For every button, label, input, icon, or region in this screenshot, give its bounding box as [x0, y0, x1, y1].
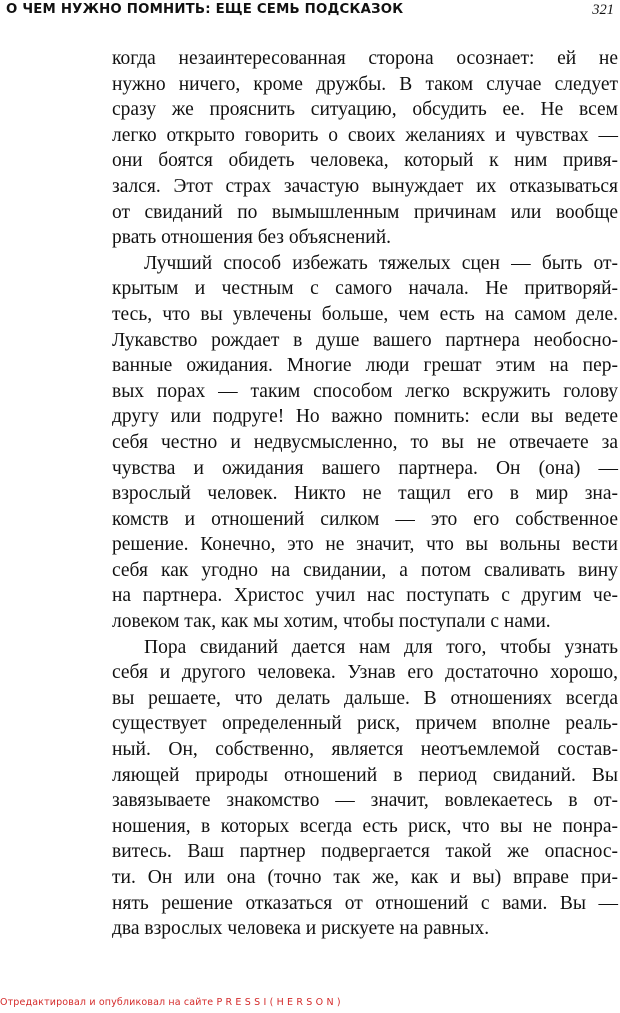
text-line: два взрослых человека и рискуете на равных.: [112, 918, 490, 940]
text-line: витесь. Ваш партнер подвергается такой же опаснос-: [112, 841, 618, 863]
paragraph: [112, 46, 618, 251]
text-line: комств и отношений силком — это его собственное: [112, 508, 618, 530]
text-line: другу или подруге! Но важно помнить: если вы ведете: [112, 406, 618, 428]
text-line: вых порах — таким способом легко вскружить голову: [112, 380, 618, 402]
text-line: решение. Конечно, это не значит, что вы вольны вести: [112, 534, 618, 556]
text-line: сразу же прояснить ситуацию, обсудить ее. Не всем: [112, 99, 618, 121]
text-line: ти. Он или она (точно так же, как и вы) вправе при-: [112, 867, 618, 888]
text-line: на партнера. Христос учил нас поступать с другим че-: [112, 585, 618, 607]
paragraph: [112, 635, 618, 942]
text-line: существует определенный риск, причем вполне реаль-: [112, 713, 618, 735]
text-line: чувства и ожидания вашего партнера. Он (она) —: [112, 457, 618, 479]
text-line: себя как угодно на свидании, а потом сваливать вину: [112, 559, 618, 581]
text-line: ванные ожидания. Многие люди грешат этим на пер-: [112, 355, 618, 377]
text-line: зался. Этот страх зачастую вынуждает их отказываться: [112, 175, 618, 197]
text-line: ношения, в которых всегда есть риск, что вы не понра-: [112, 815, 618, 837]
body-text: [112, 46, 618, 942]
text-line: нужно ничего, кроме дружбы. В таком случае следует: [112, 73, 618, 95]
text-line: ловеком так, как мы хотим, чтобы поступали с нами.: [112, 611, 551, 633]
text-line: завязываете знакомство — значит, вовлекаетесь в от-: [112, 790, 618, 812]
text-line: себя и другого человека. Узнав его достаточно хорошо,: [112, 662, 618, 684]
text-line: рвать отношения без объяснений.: [112, 227, 392, 249]
text-line: от свиданий по вымышленным причинам или вообще: [112, 201, 618, 223]
text-line: крытым и честным с самого начала. Не притворяй-: [112, 278, 618, 300]
text-line: Лучший способ избежать тяжелых сцен — быть от-: [144, 252, 618, 274]
text-line: вы решаете, что делать дальше. В отношениях всегда: [112, 687, 618, 709]
text-line: тесь, что вы увлечены больше, чем есть на самом деле.: [112, 303, 618, 325]
paragraph: [112, 251, 618, 635]
text-line: когда незаинтересованная сторона осознает: ей не: [112, 48, 618, 69]
text-line: себя честно и недвусмысленно, то вы не отвечаете за: [112, 431, 618, 453]
text-line: ный. Он, собственно, является неотъемлемой состав-: [112, 739, 618, 761]
text-line: легко открыто говорить о своих желаниях и чувствах —: [112, 124, 618, 146]
page-number: 321: [592, 2, 614, 18]
text-line: Лукавство рождает в душе вашего партнера необосно-: [112, 329, 618, 351]
text-line: ляющей природы отношений в период свиданий. Вы: [112, 764, 618, 786]
text-line: Пора свиданий дается нам для того, чтобы узнать: [144, 636, 618, 658]
text-line: они боятся обидеть человека, который к ним привя-: [112, 150, 618, 172]
running-head: О ЧЕМ НУЖНО ПОМНИТЬ: ЕЩЕ СЕМЬ ПОДСКАЗОК: [6, 2, 404, 17]
text-line: нять решение отказаться от отношений с вами. Вы —: [112, 892, 618, 914]
text-line: взрослый человек. Никто не тащил его в мир зна-: [112, 483, 618, 505]
footer-note: Отредактировал и опубликовал на сайте P R E S S I ( H E R S O N ): [0, 997, 341, 1008]
